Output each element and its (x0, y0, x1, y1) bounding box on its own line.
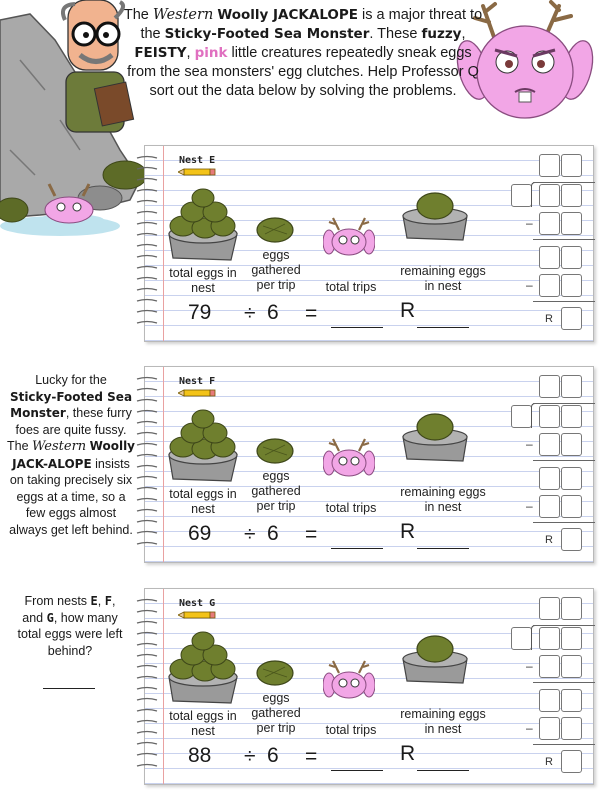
division-bar (533, 625, 595, 626)
work-box[interactable] (561, 655, 582, 678)
work-box[interactable] (539, 184, 560, 207)
work-box[interactable] (561, 433, 582, 456)
work-line (533, 682, 595, 683)
work-line (533, 522, 595, 523)
remainder-box-label: R (545, 313, 553, 325)
pencil-icon (178, 611, 216, 619)
total-left-behind-answer-line[interactable] (43, 688, 95, 689)
equals-sign: = (305, 745, 318, 768)
remainder-work-box[interactable] (561, 750, 582, 773)
divide-sign: ÷ (244, 523, 256, 546)
nest-egg-pile-icon (165, 186, 241, 264)
work-box[interactable] (539, 655, 560, 678)
pencil-icon (178, 168, 216, 176)
eggs-gathered-label: eggs gathered per trip (251, 691, 301, 735)
work-line (533, 239, 595, 240)
total-eggs-label: total eggs in nest (169, 487, 237, 516)
nest-card-2 (144, 366, 594, 563)
nest-label: Nest E (179, 155, 216, 166)
divide-sign: ÷ (244, 302, 256, 325)
remainder-work-box[interactable] (561, 528, 582, 551)
divide-sign: ÷ (244, 745, 256, 768)
work-box[interactable] (539, 375, 560, 398)
divisor-value: 6 (267, 744, 279, 767)
intro-text: The Western Woolly JACKALOPE is a major threat to the Sticky-Footed Sea Monster. These fuzzy, FEISTY, pink little creatures repeatedly sneak eggs from the sea monsters' egg clutches. Help Professor Q sort out the data below by solving the problems. (123, 7, 483, 99)
work-box[interactable] (561, 689, 582, 712)
work-box[interactable] (539, 405, 560, 428)
remainder-box-label: R (545, 756, 553, 768)
nest-card-3 (144, 588, 594, 785)
pencil-icon (178, 389, 216, 397)
remaining-eggs-label: remaining eggs in nest (400, 485, 486, 514)
margin-line (163, 367, 164, 562)
jackalope-small-icon (323, 216, 375, 256)
divisor-value: 6 (267, 301, 279, 324)
jackalope-in-water-icon (35, 182, 105, 227)
nest-egg-pile-icon (165, 629, 241, 707)
work-box[interactable] (511, 627, 532, 650)
quotient-answer-blank[interactable] (331, 770, 383, 771)
remaining-eggs-icon (399, 631, 471, 687)
remainder-answer-blank[interactable] (417, 327, 469, 328)
work-box[interactable] (561, 495, 582, 518)
work-box[interactable] (561, 274, 582, 297)
remainder-answer-blank[interactable] (417, 770, 469, 771)
work-box[interactable] (511, 405, 532, 428)
work-box[interactable] (561, 246, 582, 269)
work-box[interactable] (539, 274, 560, 297)
remainder-letter: R (400, 299, 416, 322)
dividend-value: 88 (188, 744, 212, 767)
work-box[interactable] (561, 212, 582, 235)
minus-sign: – (526, 216, 533, 230)
nest-egg-pile-icon (165, 407, 241, 485)
work-box[interactable] (561, 597, 582, 620)
equals-sign: = (305, 523, 318, 546)
remaining-eggs-label: remaining eggs in nest (400, 264, 486, 293)
side-text-fussy: Lucky for the Sticky-Footed Sea Monster, these furry foes are quite fussy. The Western Woolly JACK-ALOPE insists on taking precisely six eggs at a time, so a few eggs almost always get left behind. (6, 373, 136, 537)
remaining-eggs-icon (399, 409, 471, 465)
work-box[interactable] (539, 246, 560, 269)
work-box[interactable] (561, 467, 582, 490)
egg-clutch-icon (255, 216, 295, 244)
jackalope-small-icon (323, 659, 375, 699)
remainder-letter: R (400, 742, 416, 765)
minus-sign: – (526, 659, 533, 673)
minus-sign: – (526, 721, 533, 735)
remainder-answer-blank[interactable] (417, 548, 469, 549)
work-line (533, 301, 595, 302)
total-trips-label: total trips (325, 501, 377, 515)
total-trips-label: total trips (325, 723, 377, 737)
work-box[interactable] (561, 184, 582, 207)
jackalope-small-icon (323, 437, 375, 477)
margin-line (163, 146, 164, 341)
spiral-binding-icon (135, 597, 159, 777)
egg-clutch-icon (255, 437, 295, 465)
remaining-eggs-label: remaining eggs in nest (400, 707, 486, 736)
quotient-answer-blank[interactable] (331, 548, 383, 549)
work-box[interactable] (561, 717, 582, 740)
work-box[interactable] (561, 405, 582, 428)
dividend-value: 69 (188, 522, 212, 545)
work-box[interactable] (539, 627, 560, 650)
nest-label: Nest F (179, 376, 216, 387)
spiral-binding-icon (135, 154, 159, 334)
side-text-question: From nests E, F, and G, how many total eggs were left behind? (17, 594, 123, 658)
work-box[interactable] (539, 689, 560, 712)
quotient-answer-blank[interactable] (331, 327, 383, 328)
remainder-work-box[interactable] (561, 307, 582, 330)
work-box[interactable] (539, 433, 560, 456)
work-box[interactable] (511, 184, 532, 207)
remaining-eggs-icon (399, 188, 471, 244)
eggs-gathered-label: eggs gathered per trip (251, 469, 301, 513)
work-line (533, 744, 595, 745)
work-line (533, 460, 595, 461)
division-bar (533, 403, 595, 404)
division-bar (533, 182, 595, 183)
minus-sign: – (526, 278, 533, 292)
divisor-value: 6 (267, 522, 279, 545)
margin-line (163, 589, 164, 784)
work-box[interactable] (539, 495, 560, 518)
work-box[interactable] (539, 212, 560, 235)
total-eggs-label: total eggs in nest (169, 709, 237, 738)
minus-sign: – (526, 437, 533, 451)
total-eggs-label: total eggs in nest (169, 266, 237, 295)
spiral-binding-icon (135, 375, 159, 555)
work-box[interactable] (539, 717, 560, 740)
work-box[interactable] (539, 597, 560, 620)
remainder-letter: R (400, 520, 416, 543)
nest-card-1 (144, 145, 594, 342)
egg-clutch-icon (255, 659, 295, 687)
work-box[interactable] (561, 154, 582, 177)
nest-label: Nest G (179, 598, 216, 609)
remainder-box-label: R (545, 534, 553, 546)
eggs-gathered-label: eggs gathered per trip (251, 248, 301, 292)
work-box[interactable] (561, 375, 582, 398)
total-trips-label: total trips (325, 280, 377, 294)
dividend-value: 79 (188, 301, 212, 324)
work-box[interactable] (539, 154, 560, 177)
work-box[interactable] (539, 467, 560, 490)
minus-sign: – (526, 499, 533, 513)
equals-sign: = (305, 302, 318, 325)
work-box[interactable] (561, 627, 582, 650)
